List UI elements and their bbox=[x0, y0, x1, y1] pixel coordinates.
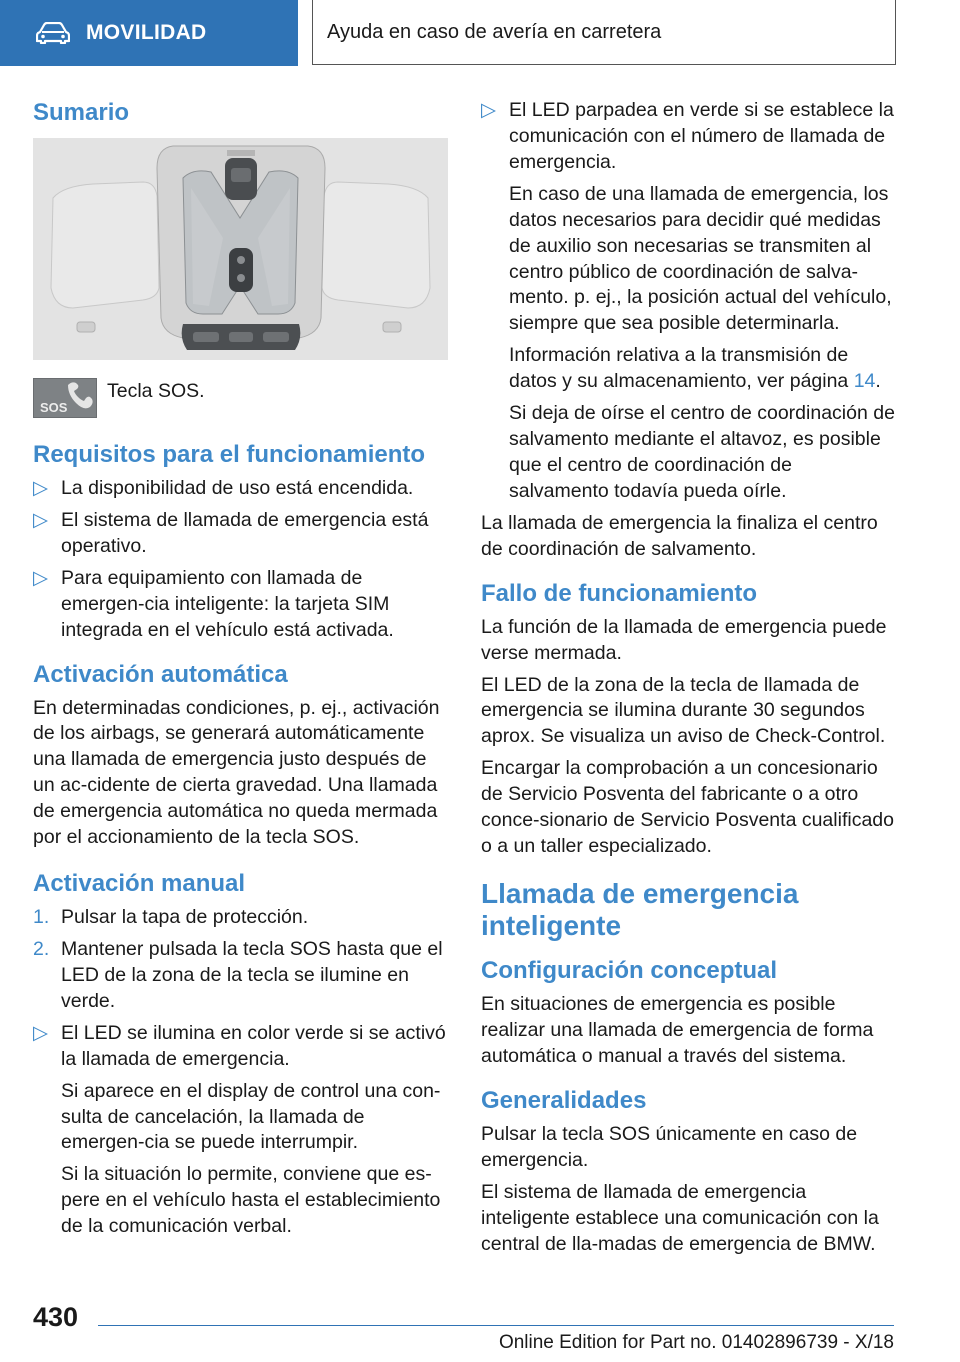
left-column bbox=[33, 98, 448, 1246]
edition-text: Online Edition for Part no. 01402896739 - X/18 bbox=[498, 1332, 894, 1353]
section-tab[interactable] bbox=[0, 0, 298, 66]
car-icon bbox=[36, 22, 70, 44]
caption-text: Tecla SOS. bbox=[107, 380, 205, 402]
sub-paragraph-reference: Información relativa a la transmisión de datos y su almacenamiento, ver página 14. bbox=[509, 344, 881, 393]
auto-paragraph: En determinadas condiciones, p. ej., activación de los airbags, se generará automáticamente una llamada de emergencia justo después de un ac‐cidente de cierta gravedad. Una llamada de emergencia automática no queda mermada por el accionamiento de la tecla SOS. bbox=[33, 696, 440, 849]
photo-caption bbox=[33, 378, 448, 418]
list-item: ▷ La disponibilidad de uso está encendida. bbox=[33, 476, 448, 502]
list-item: ▷ El sistema de llamada de emergencia está operativo. bbox=[33, 508, 429, 557]
paragraph: El LED de la zona de la tecla de llamada de emergencia se ilumina durante 30 segundos aprox. Se visualiza un aviso de Check-Control. bbox=[481, 673, 886, 748]
topic-tab[interactable] bbox=[312, 0, 896, 65]
list-item: ▷ Para equipamiento con llamada de emergen‐cia inteligente: la tarjeta SIM integrada en el vehículo está activada. bbox=[33, 566, 394, 641]
paragraph: Pulsar la tecla SOS únicamente en caso de emergencia. bbox=[481, 1123, 858, 1172]
page-footer bbox=[0, 1296, 960, 1362]
footer-divider bbox=[98, 1325, 894, 1326]
step-number: 2. bbox=[33, 937, 50, 960]
fallo-heading: Fallo de funcionamiento bbox=[481, 579, 758, 607]
paragraph: El sistema de llamada de emergencia inteligente establece una comunicación con la central de lla‐madas de emergencia de BMW. bbox=[481, 1180, 879, 1255]
manual-sub-paragraph: Si aparece en el display de control una con‐sulta de cancelación, la llamada de emergen‐cia se puede interrumpir. bbox=[61, 1079, 441, 1154]
bullet-marker: ▷ bbox=[33, 508, 48, 531]
sos-key-label: SOS bbox=[40, 400, 68, 415]
page-number: 430 bbox=[33, 1302, 79, 1332]
paragraph: Encargar la comprobación a un concesionario de Servicio Posventa del fabricante o a otro conce‐sionario de Servicio Posventa cualificado o a un taller especializado. bbox=[481, 757, 894, 858]
manual-steps bbox=[33, 905, 448, 1073]
step-item: 1. Pulsar la tapa de protección. bbox=[33, 905, 448, 931]
bullet-marker: ▷ bbox=[33, 477, 48, 499]
page-header bbox=[0, 0, 960, 68]
config-heading: Configuración conceptual bbox=[481, 957, 778, 985]
requisitos-list bbox=[33, 476, 448, 644]
requisitos-heading: Requisitos para el funcionamiento bbox=[33, 441, 426, 468]
sos-key-icon bbox=[33, 378, 97, 418]
overhead-console-photo bbox=[33, 138, 448, 360]
paragraph: En situaciones de emergencia es posible realizar una llamada de emergencia de forma automática o manual a través del sistema. bbox=[481, 993, 874, 1068]
page-link[interactable]: 14 bbox=[853, 370, 876, 393]
list-item: ▷ El LED se ilumina en color verde si se activó la llamada de emergencia. bbox=[33, 1021, 446, 1070]
bullet-marker: ▷ bbox=[33, 1021, 48, 1044]
sub-paragraph: En caso de una llamada de emergencia, los datos necesarios para decidir qué medidas de auxilio son necesarias se transmiten al centro público de coordinación de salva‐mento. p. ej., la posición actual del vehículo, siempre que sea posible determinarla. bbox=[509, 182, 892, 335]
manual-sub-paragraph: Si la situación lo permite, conviene que es‐pere en el vehículo hasta el establecimiento de la comunicación verbal. bbox=[61, 1163, 441, 1238]
paragraph: La función de la llamada de emergencia puede verse mermada. bbox=[481, 615, 887, 664]
step-item: 2. Mantener pulsada la tecla SOS hasta que el LED de la zona de la tecla se ilumine en verde. bbox=[33, 937, 443, 1012]
bullet-marker: ▷ bbox=[33, 566, 48, 589]
list-item: ▷ El LED parpadea en verde si se establece la comunicación con el número de llamada de emergencia. bbox=[481, 99, 894, 173]
auto-heading: Activación automática bbox=[33, 660, 288, 688]
manual-heading: Activación manual bbox=[33, 870, 246, 898]
sub-paragraph: Si deja de oírse el centro de coordinación de salvamento mediante el altavoz, es posible que el centro de coordinación de salvamento todavía pueda oírle. bbox=[509, 402, 895, 502]
section-title: MOVILIDAD bbox=[86, 21, 207, 44]
sumario-heading: Sumario bbox=[33, 99, 130, 126]
overhead-console-illustration bbox=[33, 138, 448, 360]
paragraph: La llamada de emergencia la finaliza el centro de coordinación de salvamento. bbox=[481, 511, 878, 560]
topic-title: Ayuda en caso de avería en carretera bbox=[327, 20, 662, 43]
step-number: 1. bbox=[33, 906, 50, 929]
bullet-marker: ▷ bbox=[481, 99, 496, 121]
inteligente-heading: Llamada de emergencia inteligente bbox=[481, 877, 799, 942]
right-column bbox=[481, 98, 896, 1264]
generalidades-heading: Generalidades bbox=[481, 1087, 647, 1115]
